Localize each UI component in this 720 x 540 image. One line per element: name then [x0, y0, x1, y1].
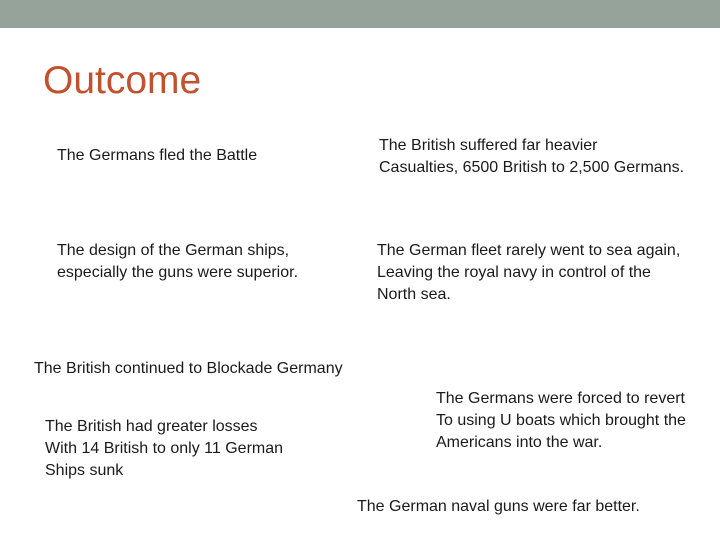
- statement-u-boats: The Germans were forced to revert To using U boats which brought the Americans into the war.: [436, 390, 686, 451]
- statement-german-guns-better: The German naval guns were far better.: [357, 498, 640, 515]
- statement-german-fleet-stayed-home: The German fleet rarely went to sea again, Leaving the royal navy in control of the North sea.: [377, 242, 681, 303]
- statement-british-casualties: The British suffered far heavier Casualties, 6500 British to 2,500 Germans.: [379, 137, 685, 176]
- statement-germans-fled: The Germans fled the Battle: [57, 147, 258, 164]
- top-bar: [0, 0, 720, 28]
- slide-title: Outcome: [43, 59, 202, 102]
- statement-german-ship-design: The design of the German ships, especially the guns were superior.: [57, 242, 299, 281]
- statement-british-blockade: The British continued to Blockade Germany: [34, 360, 343, 377]
- statement-british-losses: The British had greater losses With 14 British to only 11 German Ships sunk: [45, 418, 284, 479]
